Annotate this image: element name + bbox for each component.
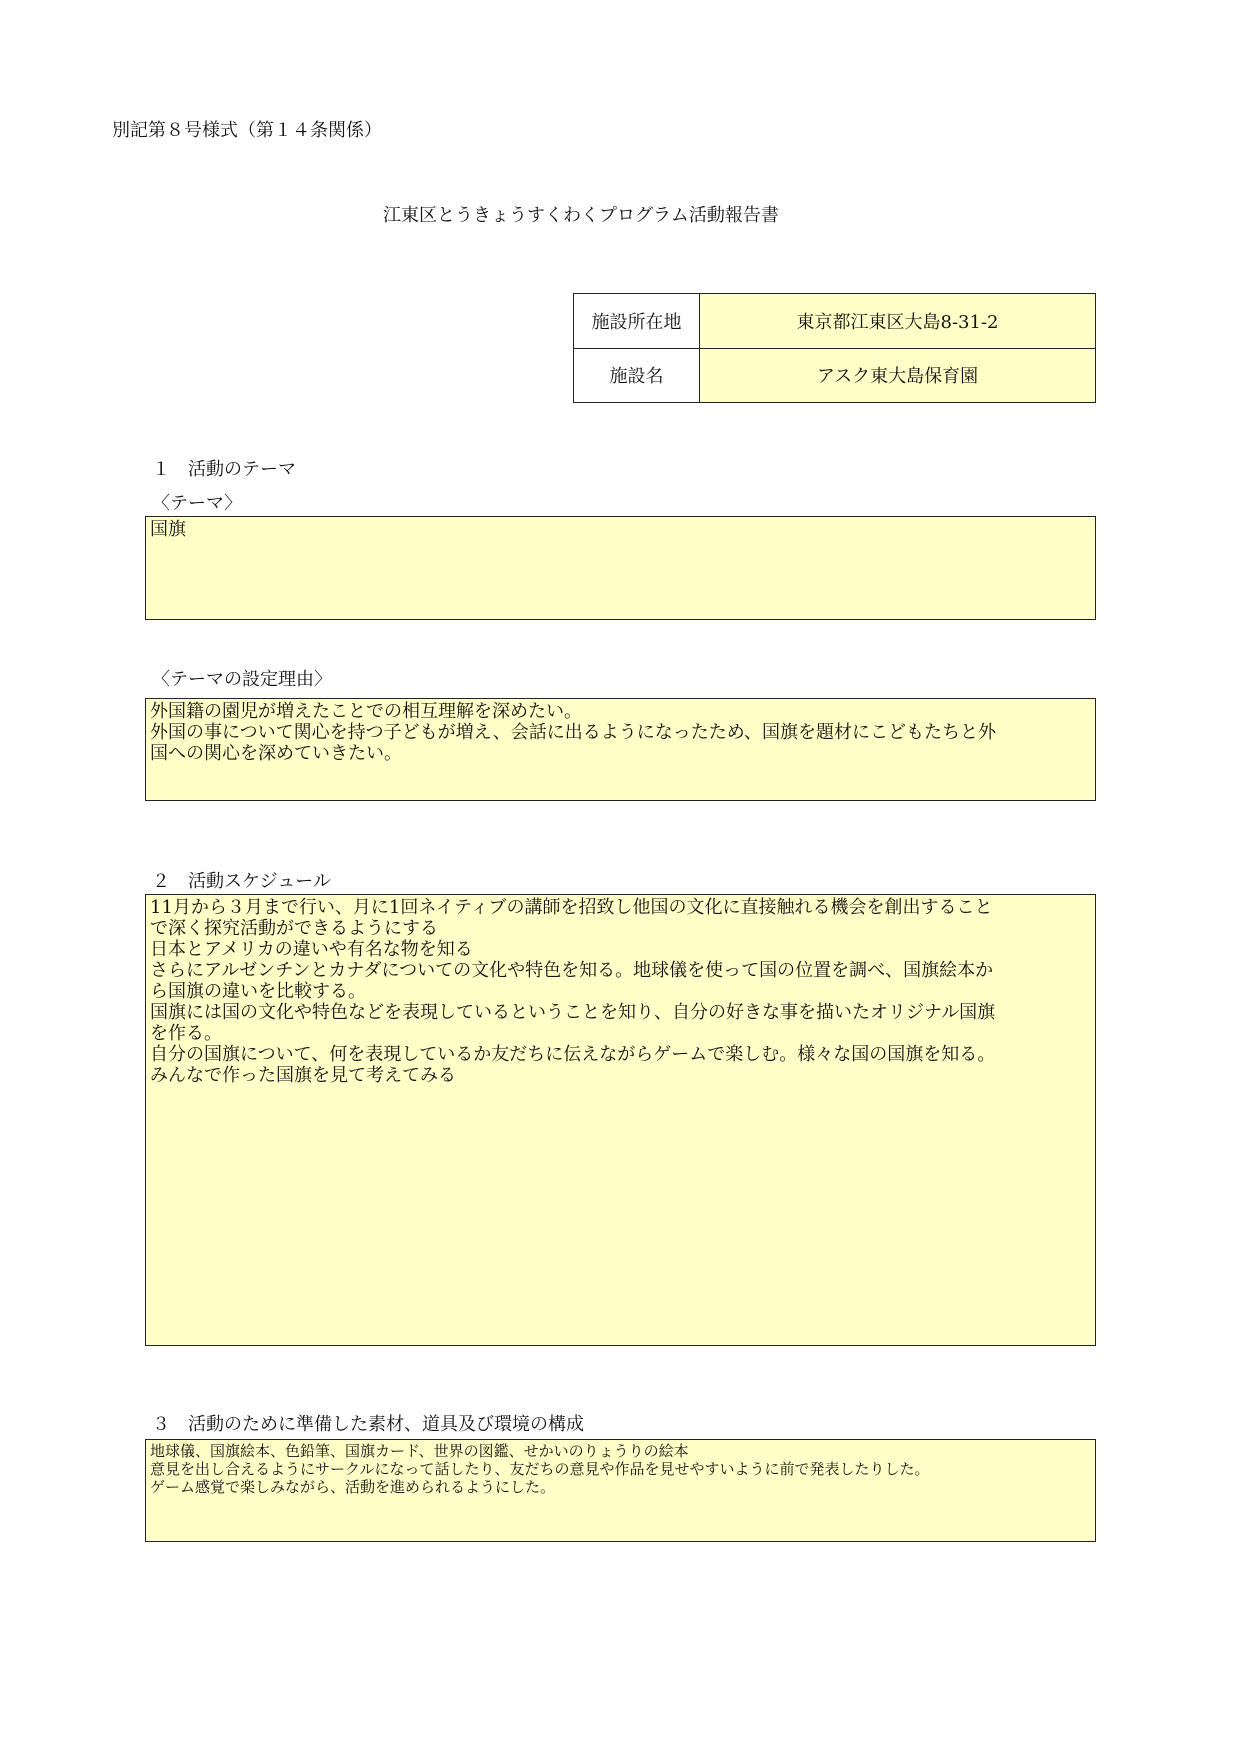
schedule-line: 11月から３月まで行い、月に1回ネイティブの講師を招致し他国の文化に直接触れる機会を創出すること bbox=[150, 897, 993, 918]
theme-reason-line: 外国の事について関心を持つ子どもが増え、会話に出るようになったため、国旗を題材にこどもたちと外 bbox=[150, 722, 996, 743]
materials-line: ゲーム感覚で楽しみながら、活動を進められるようにした。 bbox=[150, 1478, 556, 1496]
theme-reason-box bbox=[145, 698, 1096, 801]
theme-reason-line: 国への関心を深めていきたい。 bbox=[150, 743, 402, 764]
facility-address-row bbox=[574, 294, 1096, 349]
facility-name-row bbox=[574, 348, 1096, 403]
schedule-line: で深く探究活動ができるようにする bbox=[150, 918, 438, 939]
schedule-line: 自分の国旗について、何を表現しているか友だちに伝えながらゲームで楽しむ。様々な国の国旗を知る。 bbox=[150, 1044, 996, 1065]
schedule-line: ら国旗の違いを比較する。 bbox=[150, 981, 366, 1002]
form-number: 別記第８号様式（第１４条関係） bbox=[112, 120, 382, 141]
section1-heading: １ 活動のテーマ bbox=[152, 459, 296, 480]
theme-reason-label: 〈テーマの設定理由〉 bbox=[152, 669, 332, 690]
schedule-box bbox=[145, 894, 1096, 1346]
theme-label: 〈テーマ〉 bbox=[152, 493, 242, 514]
schedule-line: を作る。 bbox=[150, 1023, 222, 1044]
schedule-line: 日本とアメリカの違いや有名な物を知る bbox=[150, 939, 473, 960]
schedule-line: みんなで作った国旗を見て考えてみる bbox=[150, 1065, 456, 1086]
facility-info-table bbox=[573, 293, 1096, 403]
facility-name-value: アスク東大島保育園 bbox=[700, 348, 1096, 403]
schedule-line: 国旗には国の文化や特色などを表現しているということを知り、自分の好きな事を描いたオリジナル国旗 bbox=[150, 1002, 996, 1023]
facility-address-label: 施設所在地 bbox=[574, 294, 700, 349]
section2-heading: ２ 活動スケジュール bbox=[152, 871, 331, 892]
theme-box bbox=[145, 516, 1096, 620]
theme-value: 国旗 bbox=[150, 519, 186, 540]
facility-address-value: 東京都江東区大島8-31-2 bbox=[700, 294, 1096, 349]
materials-line: 地球儀、国旗絵本、色鉛筆、国旗カード、世界の図鑑、せかいのりょうりの絵本 bbox=[150, 1442, 689, 1460]
section3-heading: ３ 活動のために準備した素材、道具及び環境の構成 bbox=[152, 1414, 584, 1435]
materials-line: 意見を出し合えるようにサークルになって話したり、友だちの意見や作品を見せやすいように前で発表したりした。 bbox=[150, 1460, 930, 1478]
theme-reason-line: 外国籍の園児が増えたことでの相互理解を深めたい。 bbox=[150, 701, 582, 722]
facility-name-label: 施設名 bbox=[574, 348, 700, 403]
document-title: 江東区とうきょうすくわくプログラム活動報告書 bbox=[383, 205, 779, 226]
schedule-line: さらにアルゼンチンとカナダについての文化や特色を知る。地球儀を使って国の位置を調べ、国旗絵本か bbox=[150, 960, 994, 981]
materials-box bbox=[145, 1439, 1096, 1542]
